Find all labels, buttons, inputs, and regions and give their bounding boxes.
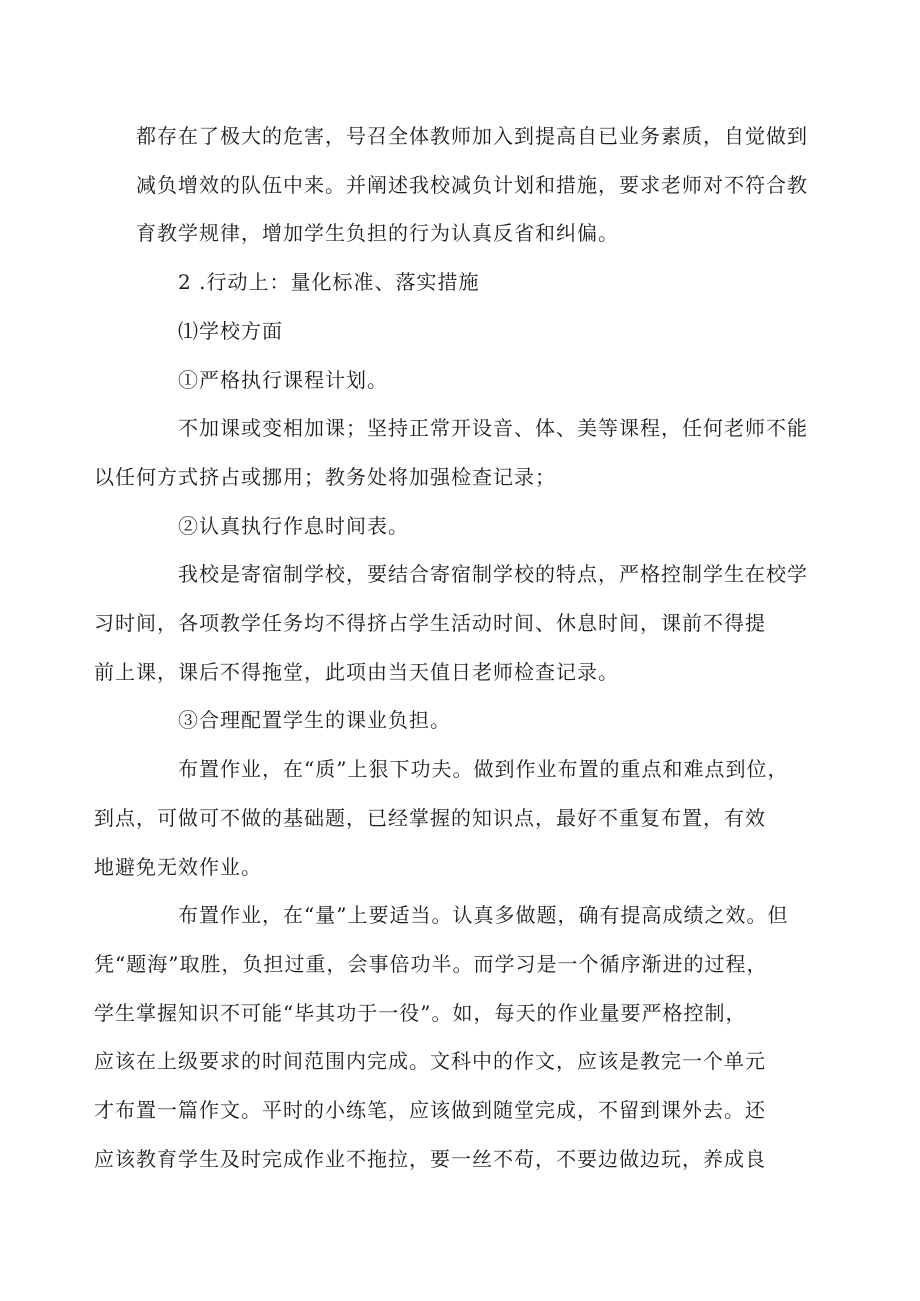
text-line: 才布置一篇作文。平时的小练笔，应该做到随堂完成，不留到课外去。还	[94, 1098, 766, 1123]
body-text	[94, 112, 808, 1183]
subsection-heading-school	[136, 307, 796, 356]
text-line: 布置作业，在“量”上要适当。认真多做题，确有提高成绩之效。但	[178, 903, 789, 928]
item-heading-schedule	[136, 502, 796, 551]
text-line: 布置作业，在“质”上狠下功夫。做到作业布置的重点和难点到位，	[178, 757, 789, 782]
text-line: 应该教育学生及时完成作业不拖拉，要一丝不苟，不要边做边玩，养成良	[94, 1146, 766, 1171]
text-line: ②认真执行作息时间表。	[178, 513, 409, 538]
text-line: 我校是寄宿制学校，要结合寄宿制学校的特点，严格控制学生在校学	[178, 562, 808, 587]
item-heading-workload	[136, 696, 796, 745]
text-line: 凭“题海”取胜，负担过重，会事倍功半。而学习是一个循序渐进的过程，	[94, 951, 768, 976]
text-line: 地避免无效作业。	[94, 854, 262, 879]
text-line: 应该在上级要求的时间范围内完成。文科中的作文，应该是教完一个单元	[94, 1049, 766, 1074]
text-line: 不加课或变相加课；坚持正常开设音、体、美等课程，任何老师不能	[178, 416, 808, 441]
text-line: 育教学规律，增加学生负担的行为认真反省和纠偏。	[136, 221, 619, 246]
section-heading-action	[136, 258, 796, 307]
text-line: 前上课，课后不得拖堂，此项由当天值日老师检查记录。	[94, 659, 619, 684]
item-heading-curriculum	[136, 356, 796, 405]
paragraph-homework-quantity	[94, 891, 796, 1183]
text-line: ⑴学校方面	[178, 318, 283, 343]
text-line: 学生掌握知识不可能“毕其功于一役”。如，每天的作业量要严格控制，	[94, 1000, 747, 1025]
text-line: 以任何方式挤占或挪用；教务处将加强检查记录；	[94, 464, 556, 489]
text-line: 习时间，各项教学任务均不得挤占学生活动时间、休息时间，课前不得提	[94, 611, 766, 636]
text-line: 减负增效的队伍中来。并阐述我校减负计划和措施，要求老师对不符合教	[136, 172, 808, 197]
text-line: 到点，可做可不做的基础题，已经掌握的知识点，最好不重复布置，有效	[94, 805, 766, 830]
paragraph-hazard-summary	[136, 112, 808, 258]
text-line: ①严格执行课程计划。	[178, 367, 388, 392]
paragraph-curriculum	[94, 404, 808, 501]
paragraph-homework-quality	[94, 745, 796, 891]
text-line: 都存在了极大的危害，号召全体教师加入到提高自已业务素质，自觉做到	[136, 124, 808, 148]
paragraph-schedule	[94, 550, 808, 696]
text-line: 2 .行动上：量化标准、落实措施	[178, 270, 480, 295]
text-line: ③合理配置学生的课业负担。	[178, 708, 451, 733]
